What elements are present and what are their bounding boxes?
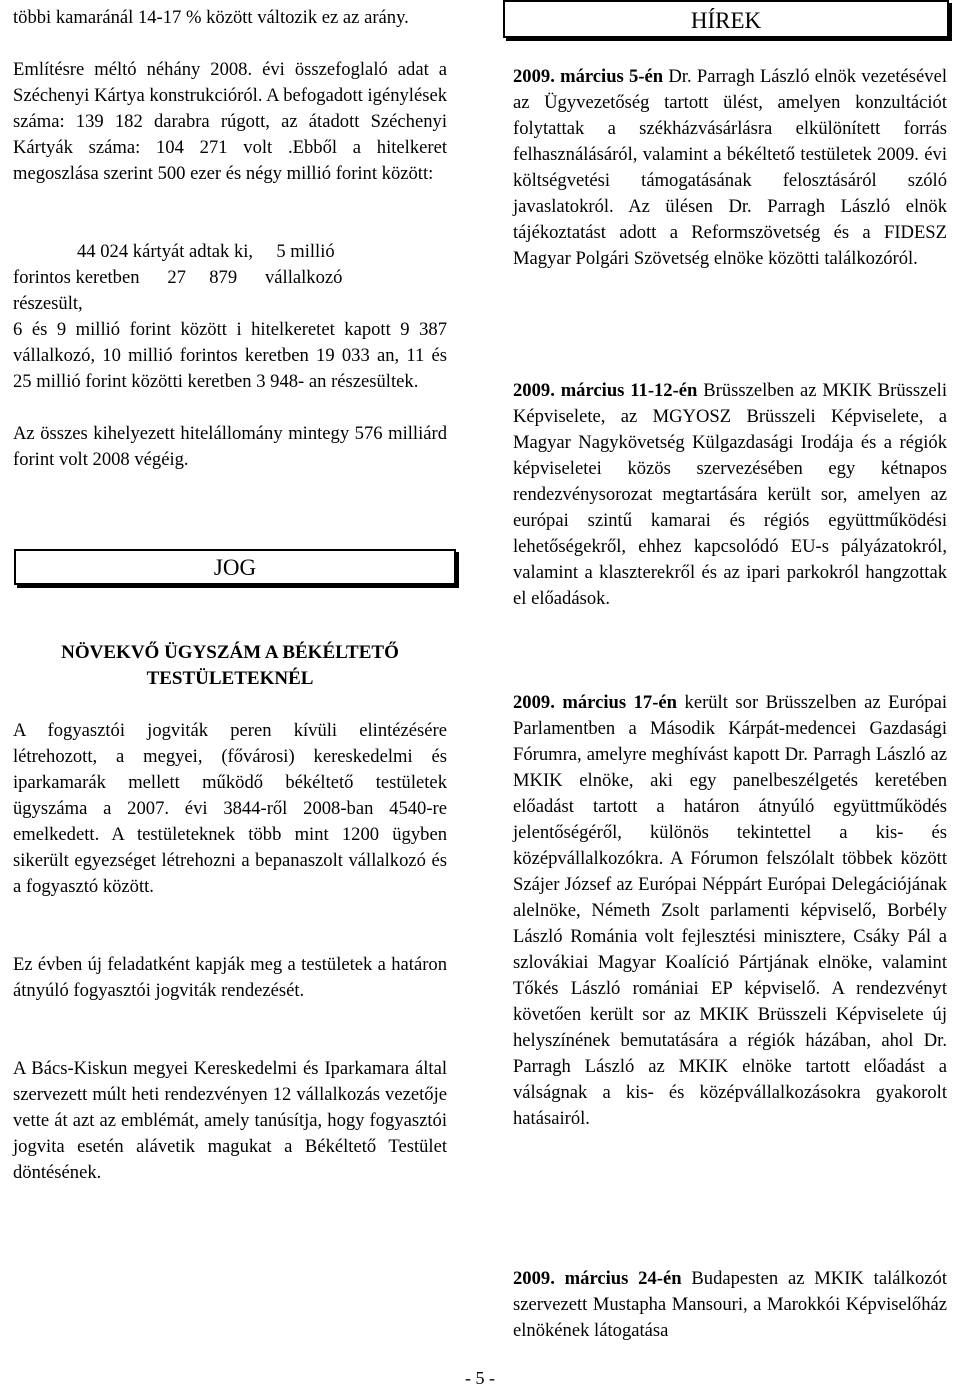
- intro-end-paragraph: többi kamaránál 14-17 % között változik ez az arány.: [13, 7, 409, 28]
- news-item-2: [513, 378, 947, 612]
- page-number: - 5 -: [465, 1368, 495, 1388]
- reszesult-line: részesült,: [13, 293, 83, 314]
- credit-distribution-paragraph: 6 és 9 millió forint között i hitelkeretet kapott 9 387 vállalkozó, 10 millió forintos keretben 19 033 an, 11 és 25 millió forint közötti keretben 3 948- an részesültek.: [13, 319, 447, 392]
- news-item-1-date: 2009. március 5-én: [513, 66, 664, 87]
- szechenyi-summary-paragraph: Említésre méltó néhány 2008. évi összefoglaló adat a Széchenyi Kártya konstrukcióról. A befogadott igénylések száma: 139 182 darabra rúgott, az átadott Széchenyi Kártyák száma: 104 271 volt .Ebből a hitelkeret megoszlása szerint 500 ezer és négy millió forint között:: [13, 59, 447, 184]
- cards-line: 44 024 kártyát adtak ki, 5 millió: [77, 241, 335, 262]
- new-task-paragraph: Ez évben új feladatként kapják meg a testületek a határon átnyúló fogyasztói jogviták rendezését.: [13, 954, 447, 1001]
- total-credit-paragraph: Az összes kihelyezett hitelállomány mintegy 576 milliárd forint volt 2008 végéig.: [13, 423, 447, 470]
- section-box-jog: JOG: [14, 549, 456, 585]
- news-item-1: [513, 64, 947, 272]
- news-item-1-text: Dr. Parragh László elnök vezetésével az Ügyvezetőség tartott ülést, amelyen konzultációt folytattak a székházvásárlásra elkülönített forrás felhasználásáról, valamint a békéltető testületek 2009. évi költségvetési támogatásának felosztásáról szóló javaslatokról. Az ülésen Dr. Parragh László elnök tájékoztatást adott a Reformszövetség és a FIDESZ Magyar Polgári Szövetség elnöke közötti találkozóról.: [513, 66, 947, 269]
- forintos-line: forintos keretben 27 879 vállalkozó: [13, 267, 343, 288]
- article-heading: [13, 640, 447, 692]
- news-item-4: [513, 1266, 947, 1344]
- news-item-2-date: 2009. március 11-12-én: [513, 380, 698, 401]
- news-item-3-text: került sor Brüsszelben az Európai Parlamentben a Második Kárpát-medencei Gazdasági Fórumra, amelyre meghívást kapott Dr. Parragh László az MKIK elnöke, aki egy panelbeszélgetés keretében előadást tartott a határon átnyúló együttműködés jelentőségéről, különös tekintettel a kis- és középvállalkozókra. A Fórumon felszólalt többek között Szájer József az Európai Néppárt Európai Delegációjának alelnöke, Németh Zsolt parlamenti képviselő, Borbély László Románia volt fejlesztési minisztere, Csáky Pál a szlovákiai Magyar Koalíció Pártjának elnöke, valamint Tőkés László romániai EP képviselő. A rendezvényt követően került sor az MKIK Brüsszeli Képviselete új helyszínének bemutatására a régiók házában, ahol Dr. Parragh László az MKIK elnöke tartott előadást a válságnak a kis- és középvállalkozásokra gyakorolt hatásairól.: [513, 692, 947, 1129]
- news-item-3: [513, 690, 947, 1132]
- consumer-disputes-paragraph: A fogyasztói jogviták peren kívüli elintézésére létrehozott, a megyei, (fővárosi) kereskedelmi és iparkamarák mellett működő békéltető testületek ügyszáma a 2007. évi 3844-ről 2008-ban 4540-re emelkedett. A testületeknek több mint 1200 ügyben sikerült egyezséget létrehozni a bepanaszolt vállalkozó és a fogyasztó között.: [13, 720, 447, 897]
- news-item-3-date: 2009. március 17-én: [513, 692, 677, 713]
- article-heading-line-2: TESTÜLETEKNÉL: [146, 668, 314, 689]
- news-item-4-text: Budapesten az MKIK találkozót szervezett Mustapha Mansouri, a Marokkói Képviselőház elnökének látogatása: [513, 1268, 947, 1341]
- section-box-hirek: HÍREK: [503, 0, 949, 38]
- article-heading-line-1: NÖVEKVŐ ÜGYSZÁM A BÉKÉLTETŐ: [61, 642, 399, 663]
- bacs-kiskun-paragraph: A Bács-Kiskun megyei Kereskedelmi és Iparkamara által szervezett múlt heti rendezvényen 12 vállalkozás vezetője vette át azt az emblémát, amely tanúsítja, hogy fogyasztói jogvita esetén alávetik magukat a Békéltető Testület döntésének.: [13, 1058, 447, 1183]
- news-item-2-text: Brüsszelben az MKIK Brüsszeli Képviselete, az MGYOSZ Brüsszeli Képviselete, a Magyar Nagykövetség Külgazdasági Irodája és a régiók képviseletei közös szervezésében egy kétnapos rendezvénysorozat megtartására került sor, amelyen az európai szintű kamarai és régiós együttműködési lehetőségekről, ehhez kapcsolódó EU-s pályázatokról, valamint a klaszterekről és az ipari parkokról hangzottak el előadások.: [513, 380, 947, 609]
- news-item-4-date: 2009. március 24-én: [513, 1268, 682, 1289]
